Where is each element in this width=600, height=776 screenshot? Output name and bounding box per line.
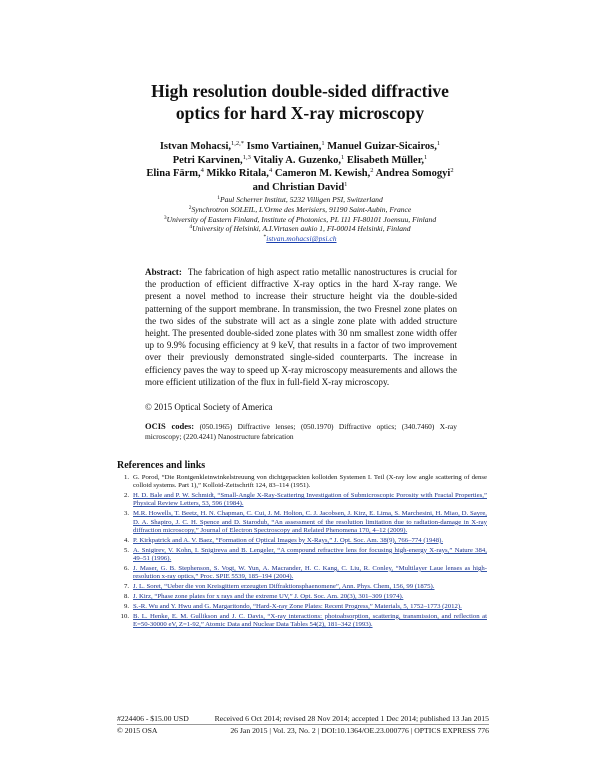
reference-number: 8. (123, 593, 129, 601)
reference-number: 7. (123, 583, 129, 591)
reference-item[interactable] (117, 565, 487, 582)
abstract-label: Abstract: (145, 267, 182, 277)
author-affiliation-marker: 4 (268, 167, 273, 174)
reference-text[interactable]: H. D. Bale and P. W. Schmidt, “Small-Angle X-Ray-Scattering Investigation of Submicroscopic Porosity with Fractal Properties,” Physical Review Letters, 53, 596 (1984). (133, 492, 487, 508)
reference-text[interactable]: S.-R. Wu and Y. Hwu and G. Margaritondo, “Hard-X-ray Zone Plates: Recent Progress,” Materials, 5, 1752–1773 (2012). (133, 602, 462, 610)
reference-number: 10. (120, 612, 129, 620)
footer-citation: 26 Jan 2015 | Vol. 23, No. 2 | DOI:10.1364/OE.23.000776 | OPTICS EXPRESS 776 (230, 726, 489, 735)
reference-text[interactable]: B. L. Henke, E. M. Gullikson and J. C. Davis, “X-ray interactions: photoabsorption, scattering, transmission, and reflection at E=50-30000 eV, Z=1-92,” Atomic Data and Nuclear Data Tables 54(2), 181–342 (1993). (133, 612, 487, 629)
reference-item[interactable] (117, 613, 487, 630)
reference-number: 9. (123, 602, 129, 610)
reference-item[interactable] (117, 547, 487, 564)
author-affiliation-marker: 1 (321, 140, 325, 147)
references-list (117, 474, 487, 631)
reference-item[interactable] (117, 593, 487, 601)
author-line (60, 181, 540, 195)
reference-number: 1. (123, 474, 129, 481)
author-affiliation-marker: 4 (200, 167, 204, 174)
author-name: Cameron M. Kewish, (272, 168, 371, 179)
reference-number: 2. (123, 492, 129, 500)
footer-dates: Received 6 Oct 2014; revised 28 Nov 2014; accepted 1 Dec 2014; published 13 Jan 2015 (214, 714, 489, 723)
reference-text[interactable]: J. Kirz, “Phase zone plates for x rays and the extreme UV,” J. Opt. Soc. Am. 20(3), 301–309 (1974). (133, 593, 404, 601)
reference-item[interactable] (117, 537, 487, 545)
reference-item[interactable] (117, 492, 487, 509)
affiliations (60, 195, 540, 244)
author-affiliation-marker: 2 (370, 167, 374, 174)
ocis-codes (145, 421, 457, 442)
reference-number: 4. (123, 536, 129, 544)
author-affiliation-marker: 1 (424, 153, 428, 161)
author-affiliation-marker: 1 (436, 140, 441, 147)
page-footer (117, 713, 489, 736)
author-name: Ismo Vartiainen, (244, 141, 322, 152)
reference-number: 3. (123, 510, 129, 518)
affiliation: $^4$University of Helsinki, A.I.Virtasen aukio 1, FI-00014 Helsinki, Finland (189, 224, 411, 234)
author-list (60, 140, 540, 194)
affiliation: $^2$Synchrotron SOLEIL, L'Orme des Merisiers, 91190 Saint-Aubin, France (188, 204, 412, 214)
references-heading: References and links (117, 460, 206, 471)
corresponding-email[interactable]: *istvan.mohacsi@psi.ch (263, 234, 337, 244)
author-affiliation-marker: 1 (340, 153, 345, 161)
footer-copyright: © 2015 OSA (117, 726, 158, 735)
paper-title (60, 80, 540, 124)
author-line (60, 140, 540, 154)
author-name: Petri Karvinen, (172, 154, 243, 166)
author-name: Manuel Guizar-Sicairos, (324, 141, 437, 152)
title-line: optics for hard X-ray microscopy (175, 103, 425, 123)
footer-article-id: #224406 - $15.00 USD (117, 714, 189, 723)
author-affiliation-marker: 1,3 (242, 153, 251, 161)
affiliation: $^1$Paul Scherrer Institut, 5232 Villigen PSI, Switzerland (217, 195, 383, 204)
author-name: and Christian David (252, 181, 345, 193)
title-line: High resolution double-sided diffractive (151, 81, 449, 101)
author-name: Andrea Somogyi (373, 168, 451, 179)
reference-text[interactable]: M.R. Howells, T. Beetz, H. N. Chapman, C. Cui, J. M. Holton, C. J. Jacobsen, J. Kirz, E. Lima, S. Marchesini, H. Miao, D. Sayre, D. A. Shapiro, J. C. H. Spence and D. Starodub, “An assessment of the resolution limitation due to radiation-damage in X-ray diffraction microscopy,” Journal of Electron Spectroscopy and Related Phenomena 170, 4–12 (2009). (133, 510, 487, 534)
reference-text: G. Porod, “Die Rontgenkleinwinkelstreuung von dichtgepackten kolloiden Systemen I. Teil (X-ray low angle scattering of dense colloid systems. Part 1),” Kolloid-Zeitschrift 124, 83–114 (1951). (133, 474, 487, 490)
reference-item[interactable] (117, 603, 487, 611)
author-name: Istvan Mohacsi, (159, 141, 232, 152)
reference-number: 6. (123, 564, 129, 572)
reference-text[interactable]: J. Maser, G. B. Stephenson, S. Vogt, W. Yun, A. Macrander, H. C. Kang, C. Liu, R. Conley, “Multilayer Laue lenses as high-resolution x-ray optics,” Proc. SPIE 5539, 185–194 (2004). (133, 564, 487, 581)
reference-item[interactable] (117, 510, 487, 535)
author-name: Elina Färm, (146, 168, 201, 179)
ocis-text: (050.1965) Diffractive lenses; (050.1970) Diffractive optics; (340.7460) X-ray microscopy; (220.4241) Nanostructure fabrication (145, 422, 457, 441)
author-name: Vitaliy A. Guzenko, (250, 154, 341, 166)
author-affiliation-marker: 2 (450, 167, 454, 174)
author-name: Elisabeth Müller, (344, 154, 425, 166)
abstract (145, 266, 457, 388)
author-affiliation-marker: 1,2,* (231, 140, 245, 147)
reference-item (117, 474, 487, 491)
reference-number: 5. (123, 546, 129, 554)
reference-text[interactable]: J. L. Soret, “Ueber die von Kreisgittern erzeugten Diffraktionsphaenomene”, Ann. Phys. Chem, 156, 99 (1875). (133, 583, 435, 591)
reference-item[interactable] (117, 583, 487, 591)
author-name: Mikko Ritala, (203, 168, 269, 179)
author-affiliation-marker: 1 (344, 180, 348, 188)
abstract-text: The fabrication of high aspect ratio metallic nanostructures is crucial for the production of efficient diffractive X-ray optics in the hard X-ray range. We present a novel method to increase their structure height via the double-sided patterning of the support membrane. In transmission, the two Fresnel zone plates on the two sides of the substrate will act as a single zone plate with added structure height. The presented double-sided zone plates with 30 nm smallest zone width offer up to 9.9% focusing efficiency at 9 keV, that results in a factor of two improvement over their previously demonstrated single-sided counterparts. The increase in efficiency paves the way to speed up X-ray microscopy measurements and allows the more efficient utilization of the flux in full-field X-ray microscopy. (145, 267, 457, 387)
author-line (60, 154, 540, 168)
affiliation: $^3$University of Eastern Finland, Institute of Photonics, PL 111 FI-80101 Joensuu, Finland (163, 214, 437, 224)
ocis-label: OCIS codes: (145, 421, 195, 431)
reference-text[interactable]: P. Kirkpatrick and A. V. Baez, “Formation of Optical Images by X-Rays,” J. Opt. Soc. Am. 38(9), 766–774 (1948). (133, 536, 444, 544)
author-line (60, 167, 540, 181)
copyright-notice: © 2015 Optical Society of America (145, 402, 273, 412)
reference-text[interactable]: A. Snigirev, V. Kohn, I. Snigireva and B. Lengeler, “A compound refractive lens for focusing high-energy X-rays,” Nature 384, 49–51 (1996). (133, 546, 487, 563)
